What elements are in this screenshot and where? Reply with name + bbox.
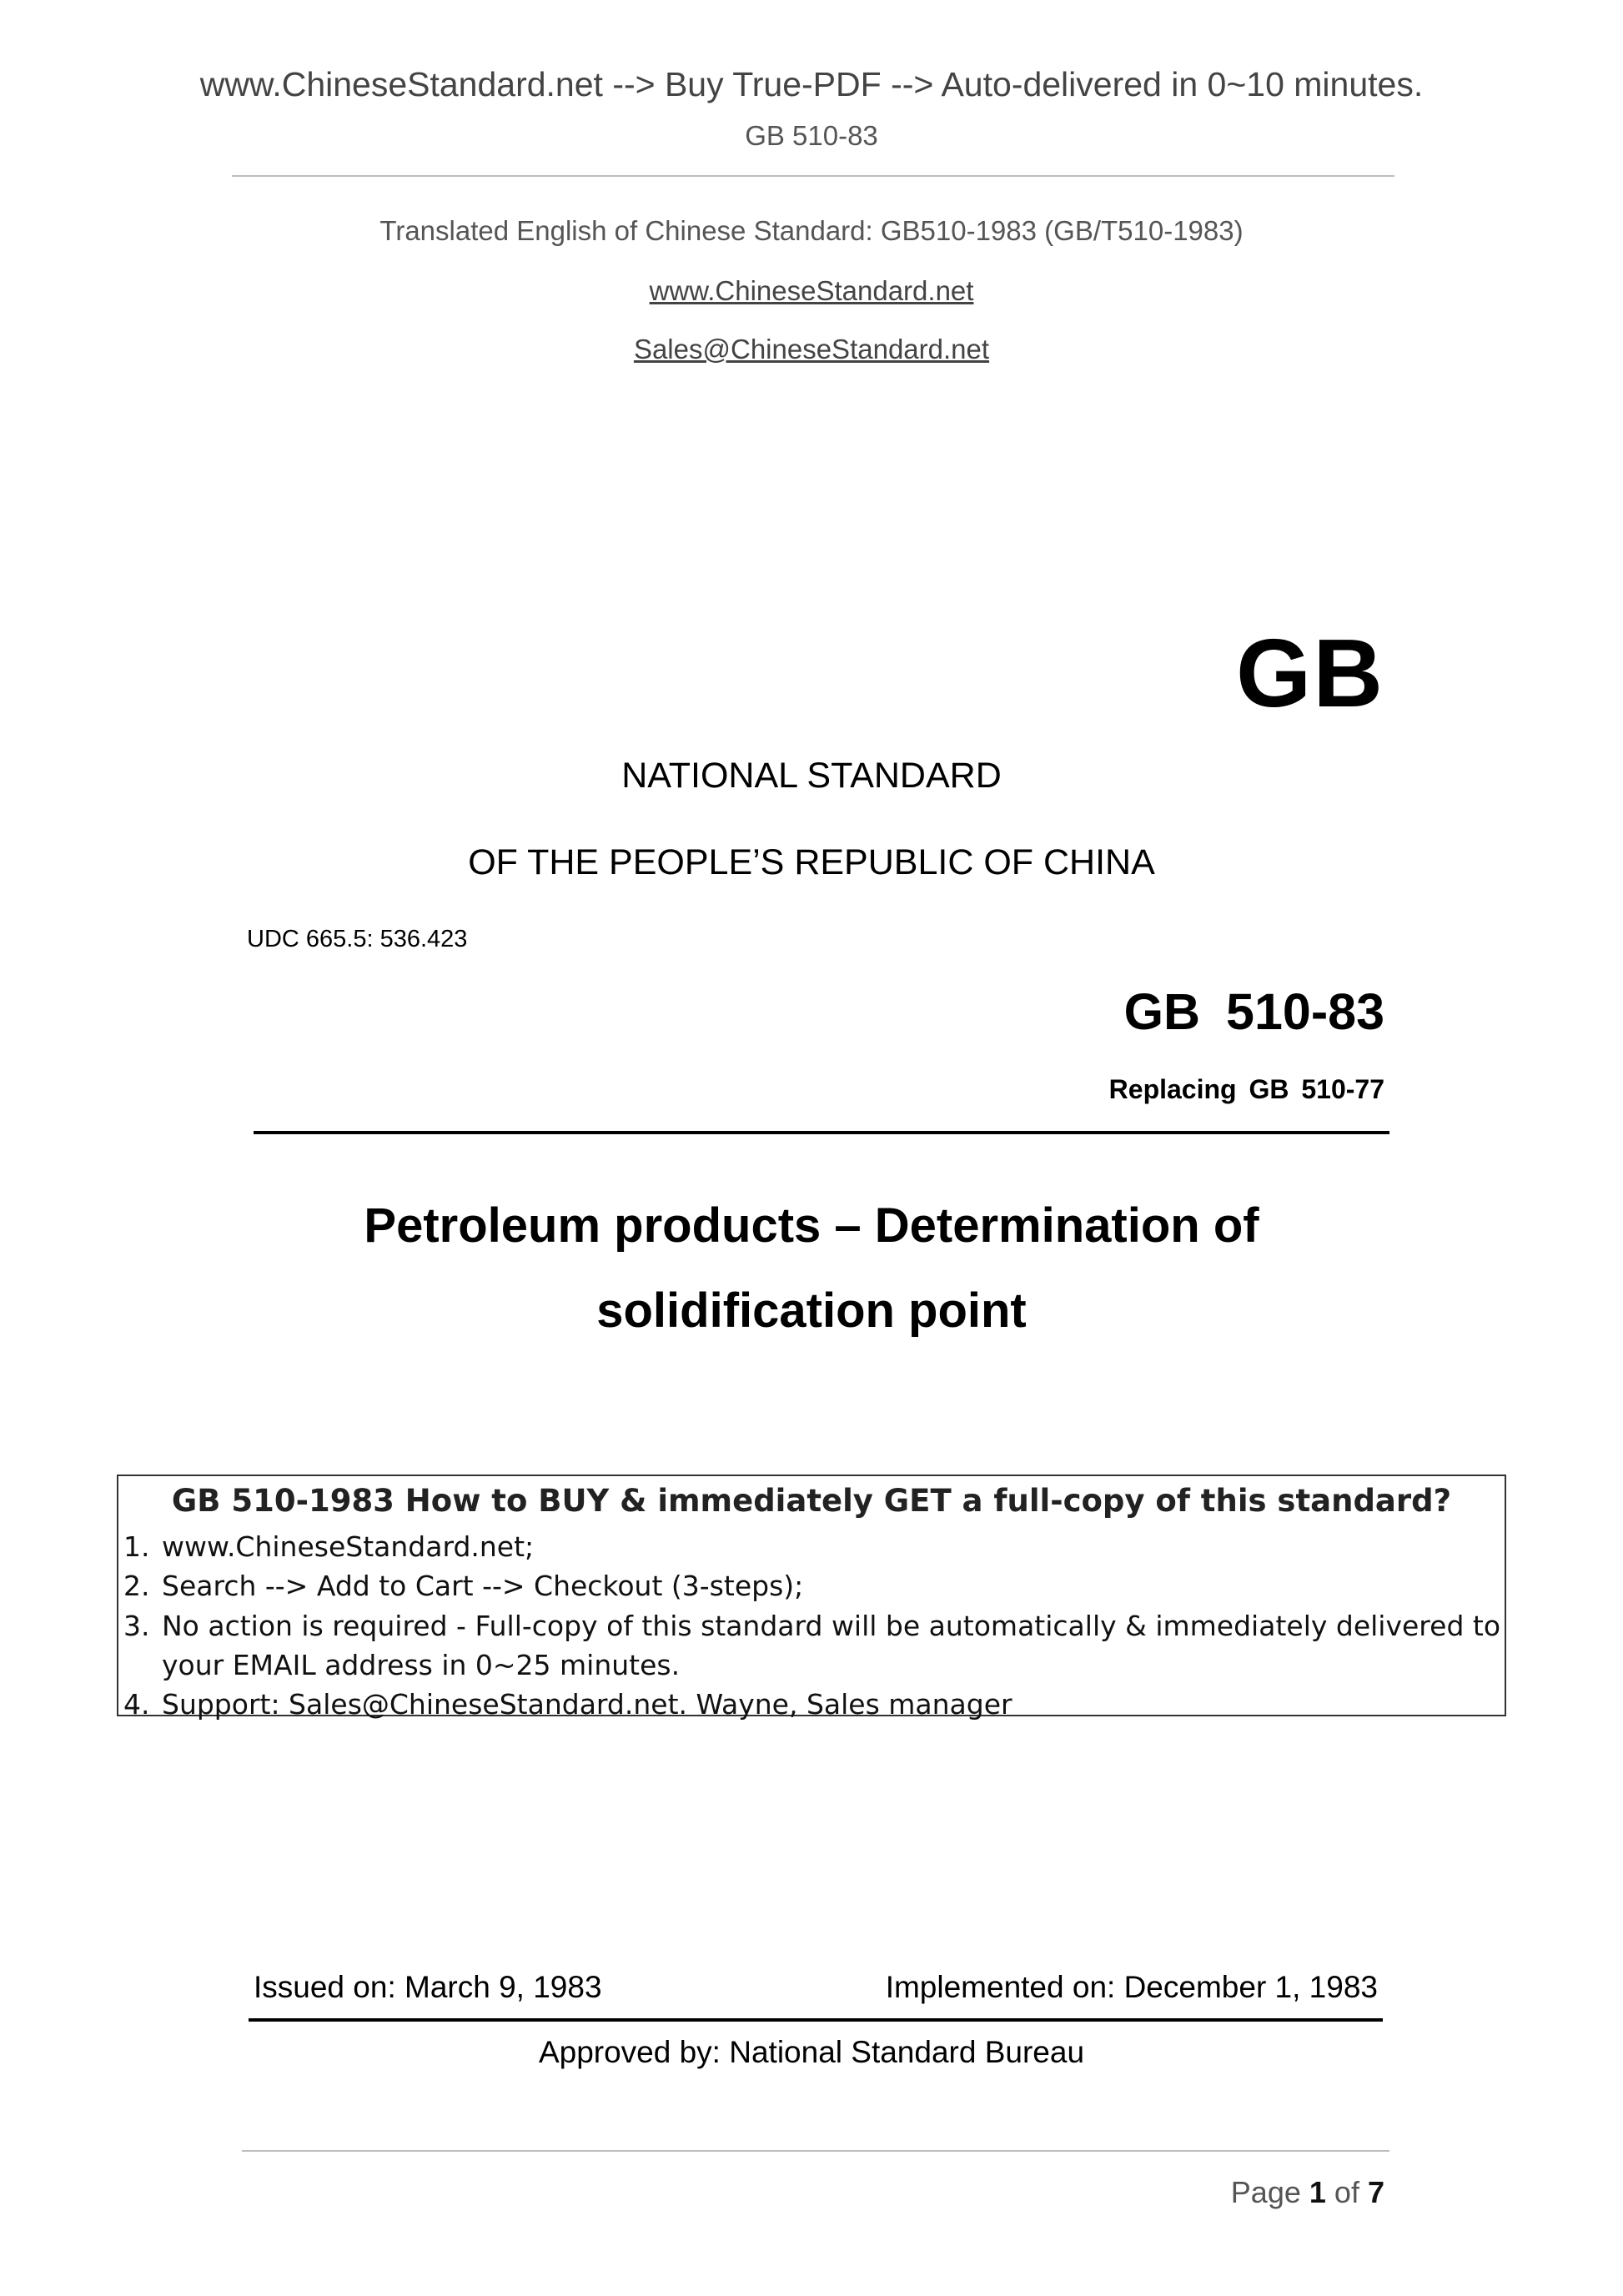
purchase-info-box xyxy=(117,1475,1506,1721)
header-standard-code: GB 510-83 xyxy=(745,120,878,151)
step-number: 4. xyxy=(123,1688,150,1721)
document-title-line2: solidification point xyxy=(596,1284,1027,1338)
sales-link-row xyxy=(0,334,1623,365)
footer-divider xyxy=(242,2150,1389,2152)
page-current: 1 xyxy=(1309,2175,1326,2209)
issued-date: Issued on: March 9, 1983 xyxy=(254,1970,602,2004)
page-total: 7 xyxy=(1367,2175,1384,2209)
step-text: www.ChineseStandard.net; xyxy=(162,1530,535,1563)
step-number: 3. xyxy=(123,1610,150,1642)
document-title-line1: Petroleum products – Determination of xyxy=(364,1198,1259,1253)
translation-note: Translated English of Chinese Standard: GB510-1983 (GB/T510-1983) xyxy=(379,215,1244,246)
step-text: Search --> Add to Cart --> Checkout (3-steps); xyxy=(162,1570,804,1602)
step-text: Support: Sales@ChineseStandard.net. Wayne, Sales manager xyxy=(162,1688,1012,1721)
step-number: 1. xyxy=(123,1530,150,1563)
header-divider xyxy=(232,175,1394,177)
implemented-date: Implemented on: December 1, 1983 xyxy=(885,1970,1378,2004)
gb-logo: GB xyxy=(1236,619,1384,727)
purchase-step-3-continuation: your EMAIL address in 0~25 minutes. xyxy=(162,1649,681,1681)
approved-by: Approved by: National Standard Bureau xyxy=(538,2035,1085,2069)
page-number xyxy=(1231,2175,1384,2210)
sales-email-link[interactable]: Sales@ChineseStandard.net xyxy=(633,334,990,364)
national-standard-line1: NATIONAL STANDARD xyxy=(621,756,1002,796)
purchase-step-4 xyxy=(123,1688,1012,1721)
replacing-standard: Replacing GB 510-77 xyxy=(1108,1074,1384,1104)
purchase-step-2 xyxy=(123,1570,803,1602)
header-banner: www.ChineseStandard.net --> Buy True-PDF --> Auto-delivered in 0~10 minutes. xyxy=(199,65,1424,103)
site-link[interactable]: www.ChineseStandard.net xyxy=(649,275,974,306)
page-label: Page xyxy=(1230,2175,1301,2209)
dates-divider xyxy=(249,2018,1383,2022)
site-link-row xyxy=(0,275,1623,307)
step-text: No action is required - Full-copy of this standard will be automatically & immediately delivered to xyxy=(162,1610,1501,1642)
national-standard-line2: OF THE PEOPLE’S REPUBLIC OF CHINA xyxy=(468,842,1155,882)
purchase-step-3 xyxy=(123,1610,1500,1642)
udc-code: UDC 665.5: 536.423 xyxy=(247,926,468,952)
purchase-box-heading: GB 510-1983 How to BUY & immediately GET a full-copy of this standard? xyxy=(171,1483,1452,1519)
page-of-label: of xyxy=(1334,2175,1359,2209)
purchase-step-1 xyxy=(123,1530,534,1563)
step-number: 2. xyxy=(123,1570,150,1602)
title-divider xyxy=(254,1131,1389,1134)
standard-number: GB 510-83 xyxy=(1123,983,1384,1040)
